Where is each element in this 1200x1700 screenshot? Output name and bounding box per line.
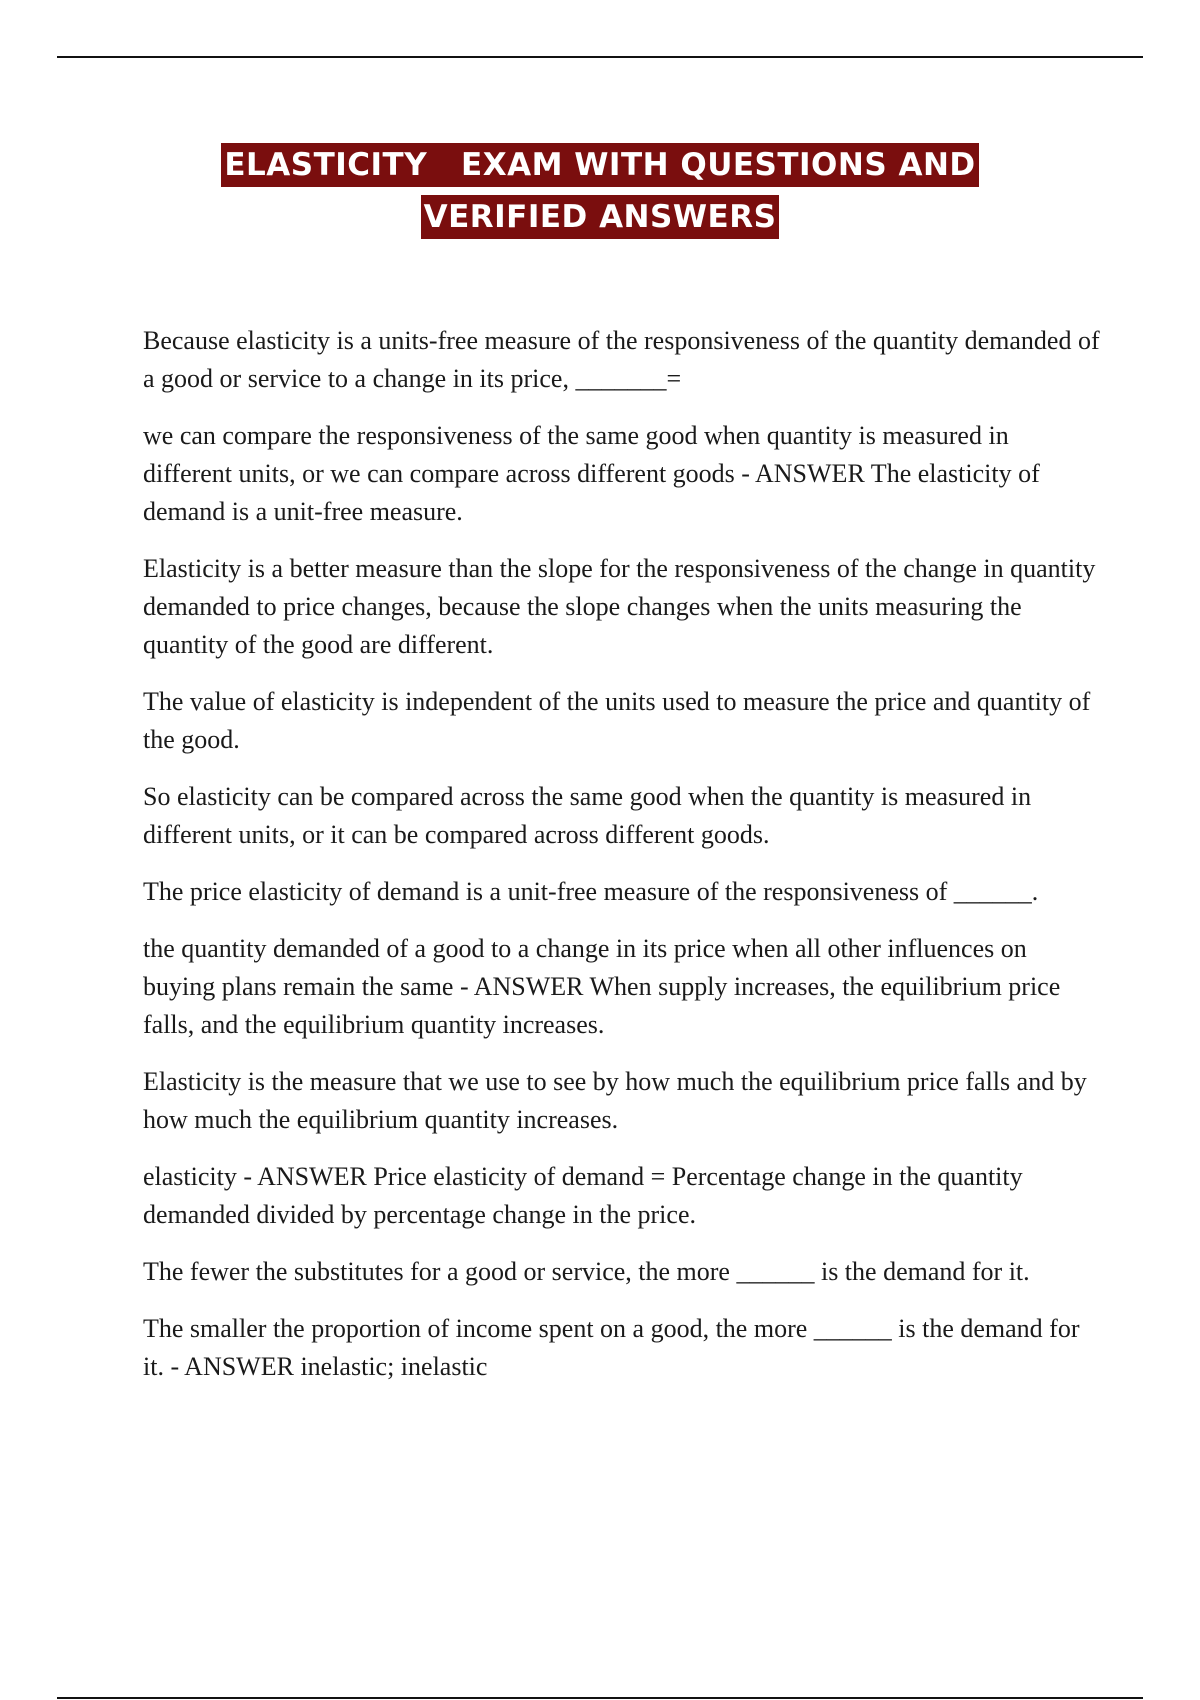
top-rule (57, 56, 1143, 58)
paragraph: The price elasticity of demand is a unit-free measure of the responsiveness of ______. (143, 877, 1039, 906)
document-body (143, 322, 1103, 1405)
paragraph: the quantity demanded of a good to a change in its price when all other influences on buying plans remain the same - ANSWER When supply increases, the equilibrium price falls, and the equilibrium quantity increases. (143, 934, 1061, 1039)
paragraph: The value of elasticity is independent of the units used to measure the price and quantity of the good. (143, 687, 1091, 754)
title-line-1: ELASTICITY EXAM WITH QUESTIONS AND (221, 143, 978, 187)
paragraph: we can compare the responsiveness of the same good when quantity is measured in different units, or we can compare across different goods - ANSWER The elasticity of demand is a unit-free measure. (143, 421, 1040, 526)
title-line-2: VERIFIED ANSWERS (421, 195, 780, 239)
bottom-rule (57, 1697, 1143, 1699)
paragraph: Elasticity is the measure that we use to see by how much the equilibrium price falls and by how much the equilibrium quantity increases. (143, 1067, 1087, 1134)
document-title (0, 143, 1200, 247)
paragraph: The smaller the proportion of income spent on a good, the more ______ is the demand for it. - ANSWER inelastic; inelastic (143, 1314, 1080, 1381)
paragraph: Because elasticity is a units-free measure of the responsiveness of the quantity demanded of a good or service to a change in its price, _______= (143, 326, 1100, 393)
paragraph: The fewer the substitutes for a good or service, the more ______ is the demand for it. (143, 1257, 1030, 1286)
paragraph: So elasticity can be compared across the same good when the quantity is measured in different units, or it can be compared across different goods. (143, 782, 1032, 849)
paragraph: elasticity - ANSWER Price elasticity of demand = Percentage change in the quantity demanded divided by percentage change in the price. (143, 1162, 1023, 1229)
paragraph: Elasticity is a better measure than the slope for the responsiveness of the change in quantity demanded to price changes, because the slope changes when the units measuring the quantity of the good are different. (143, 554, 1096, 659)
